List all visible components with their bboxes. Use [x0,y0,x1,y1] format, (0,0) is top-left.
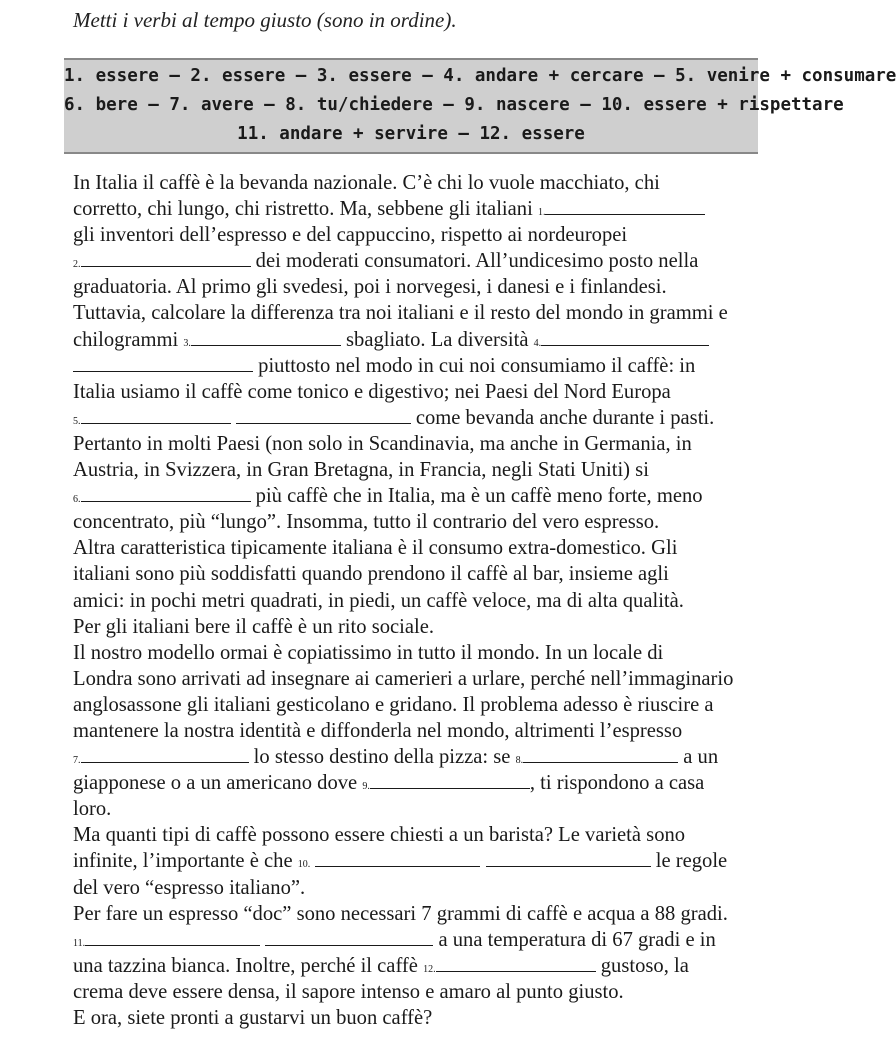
text-fragment: infinite, l’importante è che [73,850,293,873]
blank-number: 1. [537,207,546,219]
blank-number: 12. [423,963,436,975]
text-fragment: , ti rispondono a casa [529,772,705,795]
text-line: mantenere la nostra identità e diffonderla nel mondo, altrimenti l’espresso [73,719,683,742]
blank-10a[interactable] [315,852,480,867]
text-fragment: giapponese o a un americano dove [73,772,358,795]
text-fragment: una tazzina bianca. Inoltre, perché il caffè [73,954,418,977]
text-fragment: lo stesso destino della pizza: se [253,746,511,769]
text-line: Tuttavia, calcolare la differenza tra noi italiani e il resto del mondo in grammi e [73,302,728,325]
verb-list-line: 11. andare + servire – 12. essere [237,124,585,144]
blank-12[interactable] [436,957,596,972]
text-fragment: chilogrammi [73,328,179,351]
blank-number: 10. [297,859,311,871]
text-line [73,744,763,770]
blank-4b[interactable] [73,357,253,372]
text-line [73,927,763,953]
verb-list-line: 1. essere – 2. essere – 3. essere – 4. andare + cercare – 5. venire + consumare [64,66,896,86]
text-line [73,848,763,874]
text-line [73,483,763,509]
text-line: crema deve essere densa, il sapore intenso e amaro al punto giusto. [73,980,624,1003]
text-line: Per gli italiani bere il caffè è un rito sociale. [73,615,435,638]
blank-1[interactable] [545,200,705,215]
blank-10b[interactable] [486,852,651,867]
text-fragment: gustoso, la [600,954,689,977]
text-fragment: le regole [655,850,728,873]
blank-4a[interactable] [541,331,709,346]
text-fragment: sbagliato. La diversità [346,328,529,351]
blank-number: 2. [73,259,81,271]
text-line: Ma quanti tipi di caffè possono essere chiesti a un barista? Le varietà sono [73,824,686,847]
text-line [73,248,763,274]
text-fragment: più caffè che in Italia, ma è un caffè meno forte, meno [255,485,703,508]
text-line: E ora, siete pronti a gustarvi un buon caffè? [73,1007,433,1029]
text-line: graduatoria. Al primo gli svedesi, poi i norvegesi, i danesi e i finlandesi. [73,276,667,299]
text-line [73,327,763,353]
text-line [73,196,763,222]
text-line: gli inventori dell’espresso e del cappuccino, rispetto ai nordeuropei [73,224,628,247]
text-line [73,770,763,796]
text-fragment: piuttosto nel modo in cui noi consumiamo il caffè: in [258,354,696,377]
blank-number: 3. [183,337,191,349]
blank-number: 11. [73,937,86,949]
text-line [73,353,763,379]
text-line: loro. [73,798,112,821]
blank-5b[interactable] [236,409,411,424]
text-fragment: dei moderati consumatori. All’undicesimo posto nella [255,250,699,273]
reading-text [73,170,763,1031]
blank-3[interactable] [191,331,341,346]
blank-7[interactable] [81,748,249,763]
text-line: amici: in pochi metri quadrati, in piedi, un caffè veloce, ma di alta qualità. [73,589,684,612]
blank-5a[interactable] [81,409,231,424]
exercise-instruction: Metti i verbi al tempo giusto (sono in ordine). [73,8,457,32]
text-line: del vero “espresso italiano”. [73,876,306,899]
text-line: Londra sono arrivati ad insegnare ai camerieri a urlare, perché nell’immaginario [73,667,734,690]
text-line: Il nostro modello ormai è copiatissimo in tutto il mondo. In un locale di [73,641,664,664]
text-fragment: a un [683,746,719,769]
text-line: anglosassone gli italiani gesticolano e gridano. Il problema adesso è riuscire a [73,693,714,716]
text-line: In Italia il caffè è la bevanda nazionale. C’è chi lo vuole macchiato, chi [73,172,660,194]
blank-8[interactable] [523,748,678,763]
blank-number: 7. [73,755,81,767]
text-line: Pertanto in molti Paesi (non solo in Scandinavia, ma anche in Germania, in [73,432,692,455]
text-fragment: a una temperatura di 67 gradi e in [438,928,716,951]
blank-number: 9. [362,781,370,793]
text-fragment: come bevanda anche durante i pasti. [415,406,715,429]
text-line: Per fare un espresso “doc” sono necessari 7 grammi di caffè e acqua a 88 gradi. [73,902,728,925]
text-line: Austria, in Svizzera, in Gran Bretagna, in Francia, negli Stati Uniti) si [73,459,649,482]
blank-number: 4. [533,337,542,349]
blank-9[interactable] [370,774,530,789]
text-line: Italia usiamo il caffè come tonico e digestivo; nei Paesi del Nord Europa [73,380,671,403]
text-line [73,405,763,431]
blank-number: 5. [73,415,81,427]
blank-2[interactable] [81,252,251,267]
text-line [73,953,763,979]
verb-list-box [64,58,896,154]
text-line: concentrato, più “lungo”. Insomma, tutto il contrario del vero espresso. [73,511,660,534]
text-fragment: corretto, chi lungo, chi ristretto. Ma, sebbene gli italiani [73,198,533,221]
blank-6[interactable] [81,487,251,502]
blank-number: 6. [73,494,81,506]
blank-number: 8. [515,755,524,767]
text-line: italiani sono più soddisfatti quando prendono il caffè al bar, insieme agli [73,563,669,586]
blank-11b[interactable] [265,931,433,946]
verb-list-line: 6. bere – 7. avere – 8. tu/chiedere – 9. nascere – 10. essere + rispettare [64,95,844,115]
blank-11a[interactable] [85,931,260,946]
text-line: Altra caratteristica tipicamente italiana è il consumo extra-domestico. Gli [73,537,678,560]
